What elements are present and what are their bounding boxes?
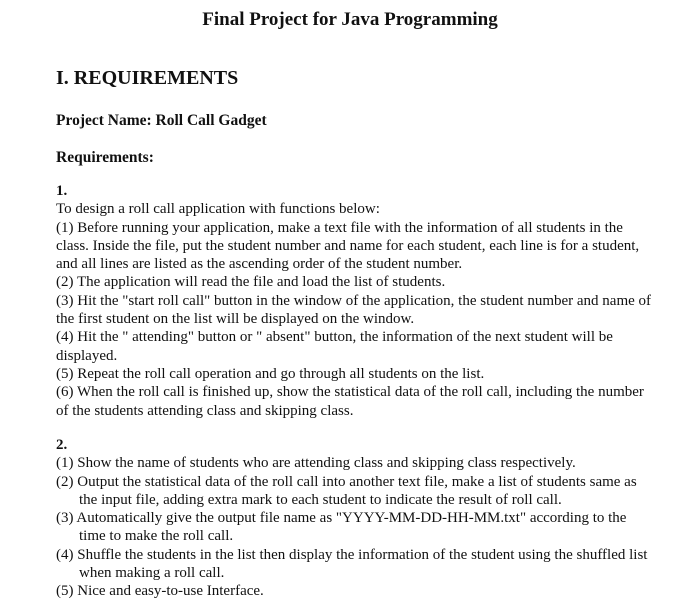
part-2-number: 2. — [56, 437, 68, 453]
part-1-item: (5) Repeat the roll call operation and go through all students on the list. — [56, 365, 485, 382]
part-2-item: (3) Automatically give the output file name as "YYYY-MM-DD-HH-MM.txt" according to the time to make the roll call. — [56, 510, 627, 545]
part-1-item: (4) Hit the " attending" button or " absent" button, the information of the next student will be displayed. — [56, 329, 613, 364]
part-1-item: (6) When the roll call is finished up, show the statistical data of the roll call, including the number of the students attending class and skipping class. — [56, 384, 644, 419]
part-1-item: (1) Before running your application, make a text file with the information of all students in the class. Inside the file, put the student number and name for each student, each line is for a student, and all lines are listed as the ascending order of the student number. — [56, 219, 640, 273]
document-title: Final Project for Java Programming — [202, 9, 498, 30]
part-1-item: (3) Hit the "start roll call" button in the window of the application, the student number and name of the first student on the list will be displayed on the window. — [56, 292, 652, 328]
part-1-number: 1. — [56, 183, 68, 199]
part-2-item: (4) Shuffle the students in the list then display the information of the student using the shuffled list when making a roll call. — [56, 546, 648, 582]
part-1-intro: To design a roll call application with functions below: — [56, 201, 380, 218]
requirements-part-2 — [56, 436, 656, 601]
section-heading: I. REQUIREMENTS — [56, 67, 239, 89]
part-2-item: (5) Nice and easy-to-use Interface. — [56, 583, 264, 600]
part-1-item: (2) The application will read the file and load the list of students. — [56, 274, 446, 291]
project-name: Project Name: Roll Call Gadget — [56, 112, 267, 129]
requirements-part-1 — [56, 182, 656, 420]
part-2-item: (1) Show the name of students who are attending class and skipping class respectively. — [56, 455, 576, 472]
requirements-label: Requirements: — [56, 149, 154, 166]
part-2-item: (2) Output the statistical data of the roll call into another text file, make a list of students same as the input file, adding extra mark to each student to indicate the result of roll call. — [56, 473, 637, 508]
